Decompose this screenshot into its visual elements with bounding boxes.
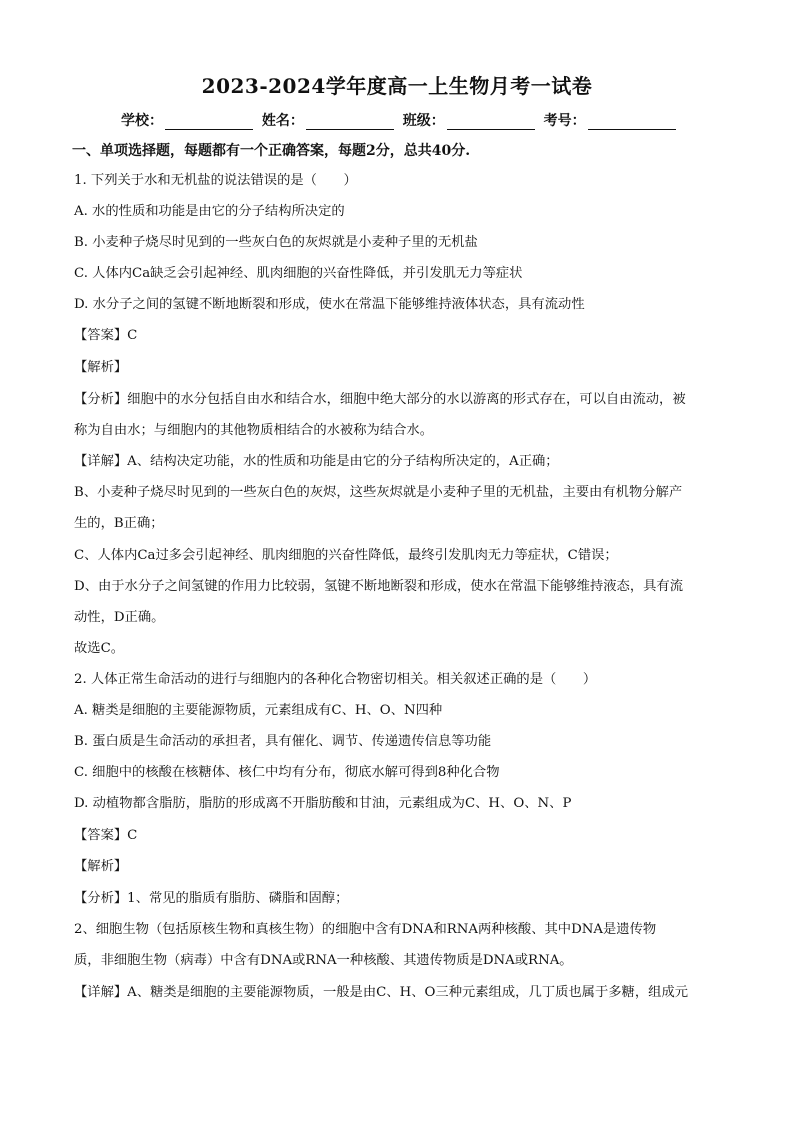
q2-stem: 2. 人体正常生命活动的进行与细胞内的各种化合物密切相关。相关叙述正确的是（ ） bbox=[74, 672, 597, 687]
q1-xiangjie-line-6: 动性，D正确。 bbox=[74, 610, 165, 625]
q1-stem: 1. 下列关于水和无机盐的说法错误的是（ ） bbox=[74, 173, 357, 188]
q1-option-c: C. 人体内Ca缺乏会引起神经、肌肉细胞的兴奋性降低，并引发肌无力等症状 bbox=[74, 266, 523, 281]
number-blank bbox=[588, 115, 676, 130]
q2-option-a: A. 糖类是细胞的主要能源物质，元素组成有C、H、O、N四种 bbox=[74, 703, 443, 718]
q1-option-a: A. 水的性质和功能是由它的分子结构所决定的 bbox=[74, 204, 345, 219]
school-blank bbox=[165, 115, 253, 130]
class-blank bbox=[447, 115, 535, 130]
q2-option-d: D. 动植物都含脂肪，脂肪的形成离不开脂肪酸和甘油，元素组成为C、H、O、N、P bbox=[74, 796, 572, 811]
q2-fenxi-line-3: 质，非细胞生物（病毒）中含有DNA或RNA一种核酸、其遗传物质是DNA或RNA。 bbox=[74, 953, 573, 968]
q1-option-b: B. 小麦种子烧尽时见到的一些灰白色的灰烬就是小麦种子里的无机盐 bbox=[74, 235, 478, 250]
q1-fenxi-line-1: 【分析】细胞中的水分包括自由水和结合水，细胞中绝大部分的水以游离的形式存在，可以自由流动，被 bbox=[74, 392, 686, 407]
q1-xiangjie-line-2: B、小麦种子烧尽时见到的一些灰白色的灰烬，这些灰烬就是小麦种子里的无机盐，主要由有机物分解产 bbox=[74, 485, 683, 500]
q1-xiangjie-line-5: D、由于水分子之间氢键的作用力比较弱，氢键不断地断裂和形成，使水在常温下能够维持液态，具有流 bbox=[74, 579, 684, 594]
q2-fenxi-line-2: 2、细胞生物（包括原核生物和真核生物）的细胞中含有DNA和RNA两种核酸、其中DNA是遗传物 bbox=[74, 922, 657, 937]
section-heading: 一、单项选择题，每题都有一个正确答案，每题2分，总共40分. bbox=[72, 143, 471, 159]
student-info-row bbox=[121, 110, 681, 130]
q2-xiangjie-line-1: 【详解】A、糖类是细胞的主要能源物质，一般是由C、H、O三种元素组成，几丁质也属于多糖，组成元 bbox=[74, 985, 689, 1000]
q1-answer: 【答案】C bbox=[74, 328, 138, 343]
q2-option-c: C. 细胞中的核酸在核糖体、核仁中均有分布，彻底水解可得到8种化合物 bbox=[74, 765, 500, 780]
page-title: 2023-2024学年度高一上生物月考一试卷 bbox=[201, 74, 593, 98]
number-label: 考号： bbox=[543, 113, 586, 129]
class-label: 班级： bbox=[402, 113, 445, 129]
q2-fenxi-line-1: 【分析】1、常见的脂质有脂肪、磷脂和固醇； bbox=[74, 891, 349, 906]
q1-choice: 故选C。 bbox=[74, 641, 125, 656]
q1-xiangjie-line-4: C、人体内Ca过多会引起神经、肌肉细胞的兴奋性降低，最终引发肌肉无力等症状，C错误； bbox=[74, 548, 618, 563]
q2-option-b: B. 蛋白质是生命活动的承担者，具有催化、调节、传递遗传信息等功能 bbox=[74, 734, 492, 749]
q1-xiangjie-line-3: 生的，B正确； bbox=[74, 516, 164, 531]
q1-fenxi-line-2: 称为自由水；与细胞内的其他物质相结合的水被称为结合水。 bbox=[74, 423, 434, 438]
school-label: 学校： bbox=[121, 113, 163, 129]
q1-option-d: D. 水分子之间的氢键不断地断裂和形成，使水在常温下能够维持液体状态，具有流动性 bbox=[74, 297, 585, 312]
name-label: 姓名： bbox=[261, 113, 304, 129]
q2-analysis-label: 【解析】 bbox=[74, 859, 128, 874]
q1-xiangjie-line-1: 【详解】A、结构决定功能，水的性质和功能是由它的分子结构所决定的，A正确； bbox=[74, 454, 559, 469]
q1-analysis-label: 【解析】 bbox=[74, 360, 128, 375]
name-blank bbox=[306, 115, 394, 130]
q2-answer: 【答案】C bbox=[74, 828, 138, 843]
